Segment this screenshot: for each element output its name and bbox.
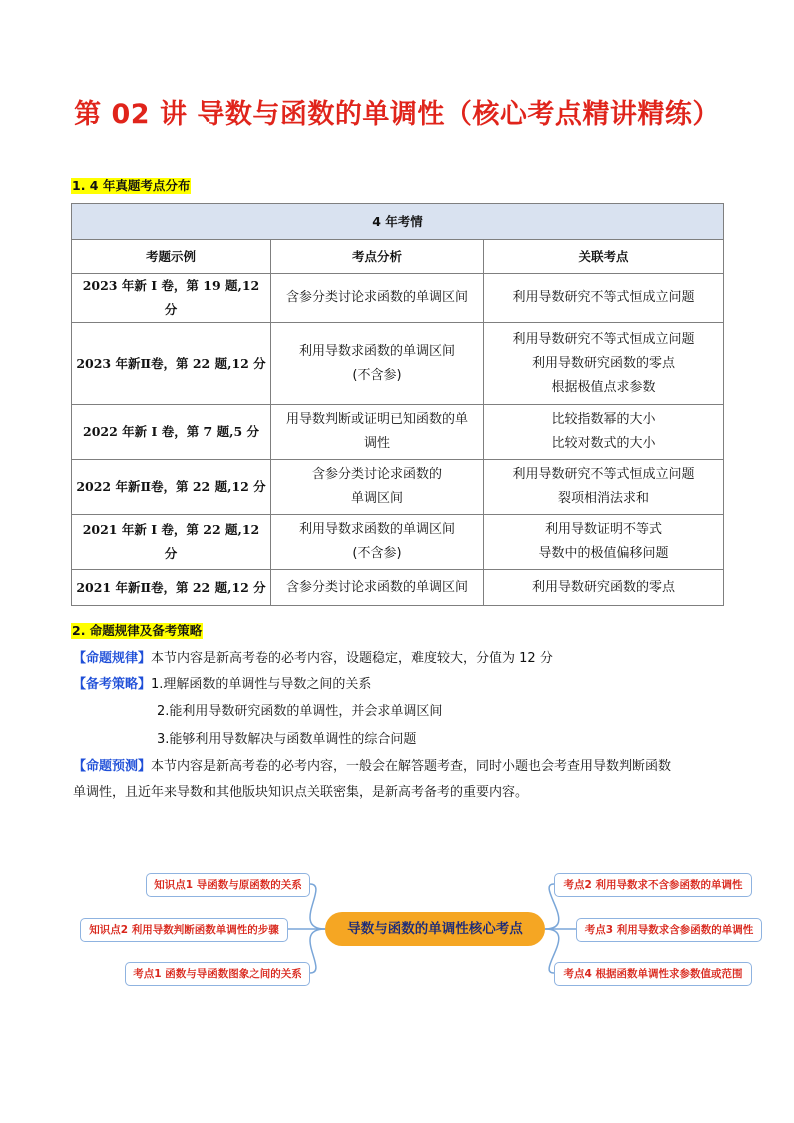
strategy-item: 1.理解函数的单调性与导数之间的关系 — [151, 677, 372, 692]
related-line: 利用导数研究函数的零点 — [532, 579, 676, 595]
table-caption: 4 年考情 — [72, 204, 724, 240]
related-line: 利用导数研究不等式恒成立问题 — [512, 467, 695, 482]
analysis-line: 用导数判断或证明已知函数的单 — [285, 412, 468, 427]
link-left-3 — [310, 929, 325, 973]
related-line: 导数中的极值偏移问题 — [538, 546, 669, 561]
table-caption-row — [72, 204, 724, 240]
section-heading-exam-distribution: 1. 4 年真题考点分布 — [72, 178, 191, 193]
analysis-cell — [271, 570, 484, 606]
column-header: 关联考点 — [484, 240, 724, 274]
mindmap-node-left-2: 知识点2 利用导数判断函数单调性的步骤 — [80, 918, 288, 942]
related-line: 利用导数研究函数的零点 — [532, 355, 676, 371]
page-title: 第 02 讲 导数与函数的单调性（核心考点精讲精练） — [74, 99, 720, 130]
analysis-line: 含参分类讨论求函数的单调区间 — [285, 290, 468, 305]
analysis-line: 单调区间 — [350, 491, 403, 506]
predict-tag: 【命题预测】 — [73, 759, 152, 774]
mindmap-node-right-2: 考点3 利用导数求含参函数的单调性 — [576, 918, 762, 942]
strategy-paragraph — [73, 672, 371, 698]
related-cell — [484, 274, 724, 323]
mindmap-node-left-1: 知识点1 导函数与原函数的关系 — [146, 873, 310, 897]
mindmap — [0, 850, 794, 1000]
mindmap-node-right-3: 考点4 根据函数单调性求参数值或范围 — [554, 962, 752, 986]
predict-paragraph — [73, 754, 733, 780]
section-heading-strategy: 2. 命题规律及备考策略 — [72, 623, 203, 638]
exam-example-cell: 2021 年新Ⅱ卷，第 22 题,12 分 — [72, 570, 271, 606]
table-row — [72, 274, 724, 323]
link-left-1 — [310, 884, 325, 929]
related-cell — [484, 405, 724, 460]
analysis-cell — [271, 405, 484, 460]
related-cell — [484, 460, 724, 515]
analysis-line: 含参分类讨论求函数的单调区间 — [285, 579, 468, 595]
table-row — [72, 515, 724, 570]
exam-example-cell: 2023 年新Ⅱ卷，第 22 题,12 分 — [72, 323, 271, 405]
related-line: 利用导数研究不等式恒成立问题 — [512, 331, 695, 347]
rule-text: 本节内容是新高考卷的必考内容，设题稳定，难度较大，分值为 12 分 — [151, 651, 553, 666]
strategy-item: 3.能够利用导数解决与函数单调性的综合问题 — [157, 732, 417, 747]
analysis-cell — [271, 323, 484, 405]
analysis-cell — [271, 274, 484, 323]
related-line: 利用导数证明不等式 — [545, 522, 663, 537]
related-cell — [484, 570, 724, 606]
related-line: 比较对数式的大小 — [551, 436, 656, 451]
strategy-item: 2.能利用导数研究函数的单调性，并会求单调区间 — [157, 704, 443, 719]
table-row — [72, 460, 724, 515]
related-cell — [484, 323, 724, 405]
predict-text: 本节内容是新高考卷的必考内容，一般会在解答题考查，同时小题也会考查用导数判断函数 — [151, 759, 672, 774]
analysis-line: 利用导数求函数的单调区间 — [298, 522, 455, 537]
related-line: 裂项相消法求和 — [558, 491, 650, 506]
table-row — [72, 323, 724, 405]
analysis-line: (不含参) — [352, 367, 402, 383]
related-cell — [484, 515, 724, 570]
column-header: 考点分析 — [271, 240, 484, 274]
exam-example-cell: 2022 年新Ⅱ卷，第 22 题,12 分 — [72, 460, 271, 515]
analysis-line: 利用导数求函数的单调区间 — [298, 343, 455, 359]
analysis-cell — [271, 460, 484, 515]
related-line: 比较指数幂的大小 — [551, 412, 656, 427]
analysis-cell — [271, 515, 484, 570]
column-header: 考题示例 — [72, 240, 271, 274]
analysis-line: 调性 — [363, 436, 390, 451]
exam-example-cell: 2022 年新 I 卷，第 7 题,5 分 — [72, 405, 271, 460]
analysis-line: 含参分类讨论求函数的 — [311, 467, 442, 482]
mindmap-node-right-1: 考点2 利用导数求不含参函数的单调性 — [554, 873, 752, 897]
exam-example-cell: 2023 年新 I 卷，第 19 题,12 分 — [72, 274, 271, 323]
related-line: 利用导数研究不等式恒成立问题 — [512, 290, 695, 305]
rule-paragraph — [73, 646, 553, 672]
table-row — [72, 570, 724, 606]
related-line: 根据极值点求参数 — [551, 379, 656, 395]
predict-text-continued: 单调性，且近年来导数和其他版块知识点关联密集，是新高考备考的重要内容。 — [73, 785, 529, 800]
table-row — [72, 405, 724, 460]
exam-example-cell: 2021 年新 I 卷，第 22 题,12 分 — [72, 515, 271, 570]
exam-table — [71, 203, 724, 606]
strategy-tag: 【备考策略】 — [73, 677, 152, 692]
table-header-row — [72, 240, 724, 274]
mindmap-center-node: 导数与函数的单调性核心考点 — [325, 912, 545, 946]
mindmap-node-left-3: 考点1 函数与导函数图象之间的关系 — [125, 962, 310, 986]
analysis-line: (不含参) — [352, 546, 402, 561]
rule-tag: 【命题规律】 — [73, 651, 152, 666]
